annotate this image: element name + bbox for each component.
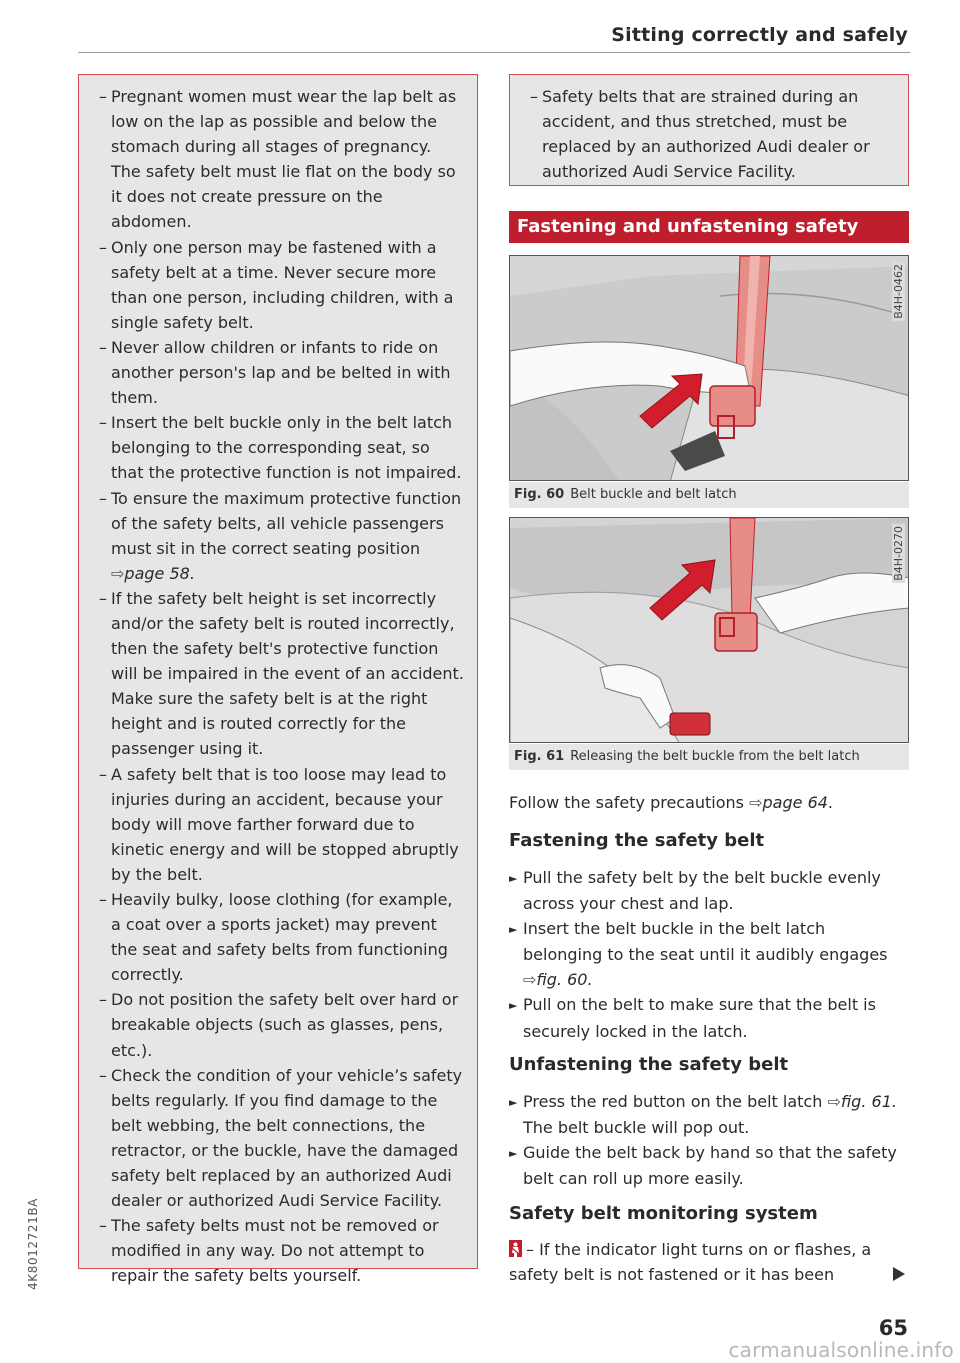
warning-item: – Do not position the safety belt over hard or breakable objects (such as glasses, pens, etc.). [99, 990, 459, 1060]
step-item: ► Insert the belt buckle in the belt latch belonging to the seat until it audibly engages ⇨fig. 60. [509, 919, 888, 990]
fastening-steps [509, 865, 909, 1044]
warning-item: – Only one person may be fastened with a safety belt at a time. Never secure more than one person, including children, with a single safety belt. [99, 237, 454, 332]
figure-code: B4H-0270 [892, 526, 905, 581]
warning-item: – Safety belts that are strained during an accident, and thus stretched, must be replaced by an authorized Audi dealer or authorized Audi Service Facility. [530, 87, 870, 182]
fig-61-link[interactable]: ⇨fig. 61. [827, 1092, 897, 1111]
page-number: 65 [878, 1316, 908, 1340]
warning-item: – The safety belts must not be removed or modified in any way. Do not attempt to repair the safety belts yourself. [99, 1216, 439, 1286]
figure-60-image [509, 255, 909, 481]
warning-box-right [509, 74, 909, 186]
warning-item: – If the safety belt height is set incorrectly and/or the safety belt is routed incorrectly, then the safety belt's protective function will be impaired in the event of an accident. Make sure the safety belt is at the right height and is routed correctly for the passenger using it. [99, 588, 464, 759]
figure-60-caption: Fig. 60 Belt buckle and belt latch [509, 482, 909, 508]
warning-item: – Heavily bulky, loose clothing (for example, a coat over a sports jacket) may prevent the seat and safety belts from functioning correctly. [99, 890, 453, 985]
step-item: ► Pull on the belt to make sure that the belt is securely locked in the latch. [509, 995, 876, 1041]
warning-item: – A safety belt that is too loose may lead to injuries during an accident, because your body will move farther forward due to kinetic energy and will be stopped abruptly by the belt. [99, 764, 459, 884]
fastening-heading: Fastening the safety belt [509, 830, 765, 851]
figure-61-caption: Fig. 61 Releasing the belt buckle from the belt latch [509, 744, 909, 770]
step-item: ► Press the red button on the belt latch ⇨fig. 61. The belt buckle will pop out. [509, 1092, 897, 1138]
monitoring-text: – If the indicator light turns on or flashes, a safety belt is not fastened or it has been [509, 1240, 872, 1285]
unfastening-steps [509, 1089, 909, 1191]
section-title: Fastening and unfastening safety [509, 211, 909, 243]
page-64-link[interactable]: ⇨page 64 [749, 793, 828, 812]
warning-item: – Never allow children or infants to ride on another person's lap and be belted in with them. [99, 337, 451, 408]
figure-61-image [509, 517, 909, 743]
step-item: ► Guide the belt back by hand so that the safety belt can roll up more easily. [509, 1143, 897, 1189]
page-header-title: Sitting correctly and safely [611, 24, 908, 46]
belt-release-illustration [510, 518, 909, 743]
warning-item: – Pregnant women must wear the lap belt as low on the lap as possible and below the stomach during all stages of pregnancy. The safety belt must lie flat on the body so it does not create pressure on the abdomen. [99, 87, 457, 232]
seatbelt-warning-icon [509, 1240, 522, 1257]
warning-box-left [78, 74, 478, 1286]
step-item: ► Pull the safety belt by the belt buckle evenly across your chest and lap. [509, 868, 881, 914]
figure-code: B4H-0462 [892, 264, 905, 319]
monitoring-heading: Safety belt monitoring system [509, 1203, 818, 1224]
unfastening-heading: Unfastening the safety belt [509, 1054, 789, 1075]
continue-arrow-icon [893, 1267, 905, 1281]
warning-item: – Check the condition of your vehicle’s safety belts regularly. If you find damage to the belt webbing, the belt connections, the retractor, or the buckle, have the damaged safety belt replaced by an authorized Audi dealer or authorized Audi Service Facility. [99, 1065, 463, 1211]
belt-buckle-illustration [510, 256, 909, 481]
fig-60-link[interactable]: ⇨fig. 60. [523, 970, 593, 990]
page-58-link[interactable]: ⇨page 58. [111, 563, 195, 583]
header-divider [78, 52, 910, 53]
warning-item: – Insert the belt buckle only in the belt latch belonging to the corresponding seat, so that the protective function is not impaired. [99, 413, 462, 483]
footer-watermark: carmanualsonline.info [728, 1338, 954, 1362]
intro-text: Follow the safety precautions ⇨page 64. [509, 793, 834, 812]
warning-item-seating-position: – To ensure the maximum protective function of the safety belts, all vehicle passengers must sit in the correct seating position ⇨page 58. [99, 488, 462, 583]
document-code: 4K8012721BA [26, 1198, 40, 1290]
